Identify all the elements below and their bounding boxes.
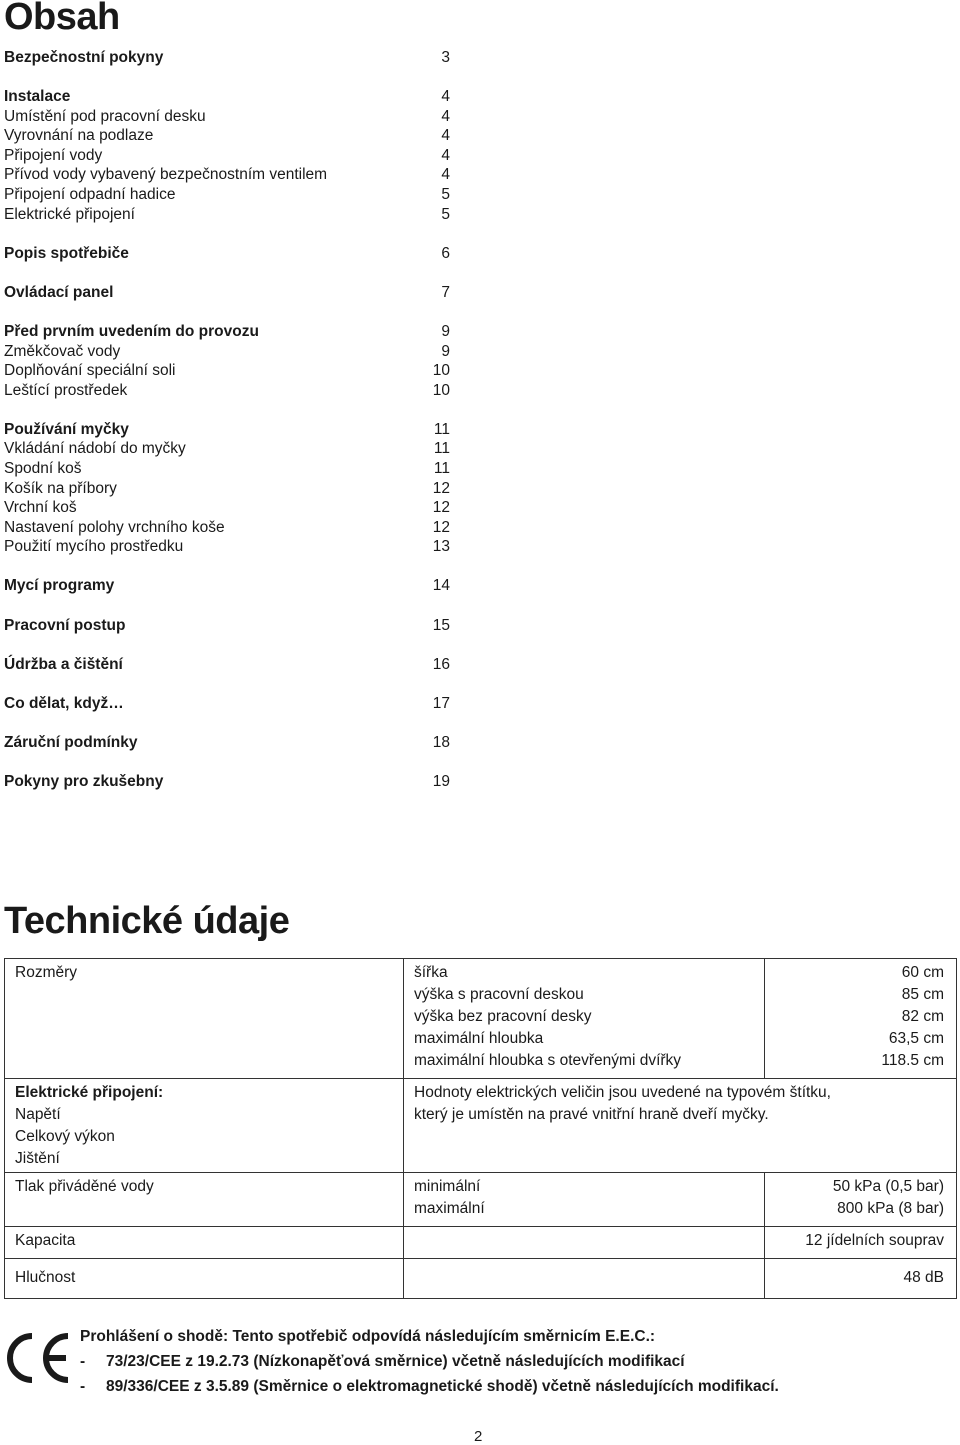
dim-name: výška bez pracovní desky [414, 1008, 592, 1025]
toc-row [4, 459, 450, 479]
toc-row [4, 107, 450, 127]
toc-section [4, 616, 450, 636]
elec-note: Hodnoty elektrických veličin jsou uvedené na typovém štítku, který je umístěn na pravé vnitřní hraně dveří myčky. [404, 1079, 957, 1173]
toc-page: 11 [433, 420, 450, 438]
toc-row [4, 126, 450, 146]
declaration-item-text: 73/23/CEE z 19.2.73 (Nízkonapěťová směrnice) včetně následujících modifikací [106, 1353, 685, 1370]
pressure-value: 800 kPa (8 bar) [837, 1200, 944, 1217]
declaration-item [80, 1349, 779, 1374]
toc-row [4, 537, 450, 557]
toc-row [4, 694, 450, 714]
pressure-names [404, 1173, 765, 1227]
tech-title: Technické údaje [4, 900, 290, 942]
elec-item: Jištění [15, 1150, 60, 1167]
toc-row [4, 244, 450, 264]
dim-name: šířka [414, 964, 448, 981]
toc-label: Záruční podmínky [4, 733, 138, 751]
declaration-item [80, 1374, 779, 1399]
toc-page: 3 [441, 49, 450, 66]
toc-section [4, 244, 450, 264]
pressure-values [765, 1173, 957, 1227]
capacity-label: Kapacita [5, 1227, 404, 1259]
toc-label: Mycí programy [4, 577, 115, 595]
toc-label: Spodní koš [4, 460, 82, 477]
dash-icon: - [80, 1353, 86, 1370]
dims-label: Rozměry [5, 959, 404, 1079]
elec-cell [5, 1079, 404, 1173]
toc-section [4, 694, 450, 714]
toc-section [4, 576, 450, 596]
toc-section [4, 420, 450, 557]
toc-page: 10 [432, 381, 450, 399]
dash-icon: - [80, 1378, 86, 1395]
toc-page: 4 [441, 166, 450, 184]
dim-value: 82 cm [901, 1008, 944, 1025]
toc-label: Doplňování speciální soli [4, 362, 176, 380]
toc-page: 19 [432, 772, 450, 790]
dims-row [5, 959, 957, 1079]
toc-label: Nastavení polohy vrchního koše [4, 518, 225, 536]
toc-label: Leštící prostředek [4, 381, 128, 399]
toc-label: Vyrovnání na podlaze [4, 127, 154, 145]
toc-page: 9 [441, 322, 450, 340]
spec-table [4, 958, 957, 1299]
elec-item: Napětí [15, 1106, 61, 1123]
toc-row [4, 498, 450, 518]
toc-section [4, 322, 450, 400]
toc-page: 16 [432, 655, 450, 673]
dim-value: 60 cm [901, 964, 944, 981]
toc-page: 4 [441, 88, 450, 106]
toc-page: 14 [432, 577, 450, 595]
noise-value: 48 dB [765, 1259, 957, 1299]
toc-label: Pracovní postup [4, 616, 126, 634]
toc-label: Používání myčky [4, 420, 129, 438]
elec-row [5, 1079, 957, 1173]
elec-item: Celkový výkon [15, 1128, 115, 1145]
toc-page: 12 [432, 518, 450, 536]
dims-values [765, 959, 957, 1079]
toc-page: 6 [441, 244, 450, 262]
pressure-row [5, 1173, 957, 1227]
toc-row [4, 420, 450, 440]
toc-page: 5 [441, 186, 450, 204]
noise-label: Hlučnost [5, 1259, 404, 1299]
toc-label: Údržba a čištění [4, 655, 123, 673]
dim-value: 63,5 cm [888, 1030, 944, 1047]
dim-value: 85 cm [901, 986, 944, 1003]
dim-name: maximální hloubka s otevřenými dvířky [414, 1052, 682, 1069]
toc-label: Vrchní koš [4, 499, 77, 517]
toc-page: 4 [441, 146, 450, 164]
toc-label: Co dělat, když… [4, 694, 124, 712]
toc-label: Košík na příbory [4, 479, 117, 497]
elec-label: Elektrické připojení: [15, 1084, 164, 1101]
declaration-heading: Prohlášení o shodě: Tento spotřebič odpovídá následujícím směrnicím E.E.C.: [80, 1328, 656, 1345]
pressure-value: 50 kPa (0,5 bar) [832, 1178, 944, 1195]
toc-row [4, 518, 450, 538]
toc-label: Umístění pod pracovní desku [4, 107, 206, 125]
toc-row [4, 772, 450, 792]
toc-row [4, 146, 450, 166]
toc-page: 18 [432, 733, 450, 751]
toc-page: 9 [441, 342, 450, 360]
toc-label: Bezpečnostní pokyny [4, 49, 164, 66]
capacity-row [5, 1227, 957, 1259]
toc-section [4, 48, 450, 68]
capacity-value: 12 jídelních souprav [765, 1227, 957, 1259]
toc-row [4, 616, 450, 636]
toc-section [4, 87, 450, 224]
toc-row [4, 439, 450, 459]
toc-row [4, 381, 450, 401]
toc-row [4, 185, 450, 205]
toc-section [4, 283, 450, 303]
toc-label: Pokyny pro zkušebny [4, 772, 164, 790]
toc-row [4, 87, 450, 107]
toc-section [4, 733, 450, 753]
toc-page: 13 [432, 538, 450, 556]
toc-row [4, 283, 450, 303]
toc-page: 15 [432, 616, 450, 634]
toc-label: Popis spotřebiče [4, 244, 129, 262]
toc-row [4, 48, 450, 68]
toc-page: 17 [432, 694, 450, 712]
toc-label: Vkládání nádobí do myčky [4, 440, 186, 458]
toc-row [4, 733, 450, 753]
toc-page: 10 [432, 362, 450, 380]
toc-row [4, 165, 450, 185]
pressure-label: Tlak přiváděné vody [5, 1173, 404, 1227]
toc-row [4, 342, 450, 362]
toc-title: Obsah [4, 0, 120, 38]
toc-page: 11 [433, 460, 450, 477]
declaration-item-text: 89/336/CEE z 3.5.89 (Směrnice o elektromagnetické shodě) včetně následujících modifikací. [106, 1378, 779, 1395]
toc-row [4, 655, 450, 675]
toc-page: 5 [441, 205, 450, 223]
toc-section [4, 772, 450, 792]
toc-row [4, 576, 450, 596]
toc-row [4, 361, 450, 381]
pressure-name: maximální [414, 1200, 485, 1217]
toc-label: Elektrické připojení [4, 205, 135, 223]
pressure-name: minimální [414, 1178, 481, 1195]
toc-label: Ovládací panel [4, 283, 114, 301]
ce-mark-icon [6, 1332, 72, 1384]
toc-label: Před prvním uvedením do provozu [4, 322, 259, 340]
toc-label: Instalace [4, 88, 71, 106]
dims-names [404, 959, 765, 1079]
declaration [80, 1324, 779, 1399]
toc-page: 12 [432, 499, 450, 517]
toc-row [4, 205, 450, 225]
noise-row [5, 1259, 957, 1299]
page-number: 2 [474, 1428, 483, 1445]
toc-page: 4 [441, 127, 450, 145]
table-of-contents [4, 48, 450, 811]
toc-label: Připojení odpadní hadice [4, 186, 176, 204]
dim-name: výška s pracovní deskou [414, 986, 584, 1003]
toc-label: Použití mycího prostředku [4, 538, 184, 556]
dim-name: maximální hloubka [414, 1030, 544, 1047]
toc-page: 12 [432, 479, 450, 497]
toc-page: 7 [441, 283, 450, 301]
toc-label: Změkčovač vody [4, 342, 121, 360]
toc-label: Přívod vody vybavený bezpečnostním ventilem [4, 166, 328, 184]
toc-row [4, 322, 450, 342]
toc-section [4, 655, 450, 675]
toc-page: 11 [433, 440, 450, 458]
toc-page: 4 [441, 107, 450, 125]
toc-label: Připojení vody [4, 146, 103, 164]
toc-row [4, 479, 450, 499]
dim-value: 118.5 cm [881, 1052, 944, 1069]
